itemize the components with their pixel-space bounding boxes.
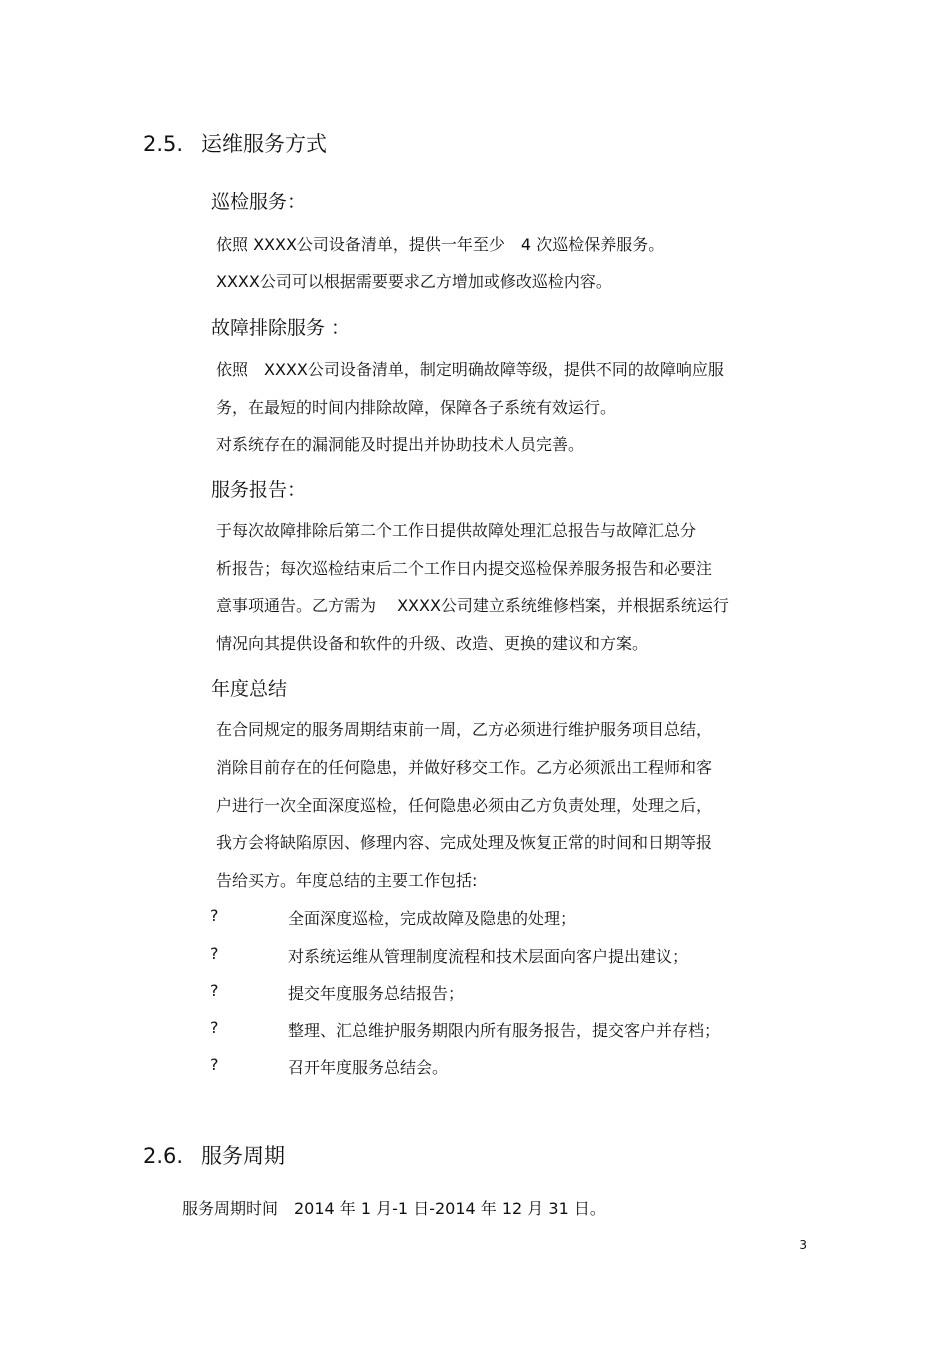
annual-heading: 年度总结 <box>211 678 288 700</box>
inspection-line-2: XXXX公司可以根据需要要求乙方增加或修改巡检内容。 <box>216 272 612 291</box>
section-heading-2-6 <box>143 1140 285 1170</box>
bullet-item-2: 对系统运维从管理制度流程和技术层面向客户提出建议； <box>288 947 689 966</box>
annual-line-4: 我方会将缺陷原因、修理内容、完成处理及恢复正常的时间和日期等报 <box>216 833 713 852</box>
annual-line-2: 消除目前存在的任何隐患，并做好移交工作。乙方必须派出工程师和客 <box>216 758 713 777</box>
troubleshooting-line-2: 务，在最短的时间内排除故障，保障各子系统有效运行。 <box>216 398 617 417</box>
troubleshooting-line-1: 依照 XXXX公司设备清单，制定明确故障等级，提供不同的故障响应服 <box>216 360 724 379</box>
report-line-2: 析报告；每次巡检结束后二个工作日内提交巡检保养服务报告和必要注 <box>216 559 713 578</box>
section-number: 2.5. <box>143 132 184 156</box>
annual-line-3: 户进行一次全面深度巡检，任何隐患必须由乙方负责处理，处理之后， <box>216 796 713 815</box>
section-heading-2-5 <box>143 128 327 158</box>
period-text: 服务周期时间 2014 年 1 月-1 日-2014 年 12 月 31 日。 <box>182 1199 606 1218</box>
bullet-marker: ? <box>210 1018 219 1037</box>
section-title: 服务周期 <box>201 1144 285 1168</box>
bullet-item-4: 整理、汇总维护服务期限内所有服务报告，提交客户并存档； <box>288 1021 721 1040</box>
section-title: 运维服务方式 <box>201 132 327 156</box>
report-line-3: 意事项通告。乙方需为 XXXX公司建立系统维修档案，并根据系统运行 <box>216 596 729 615</box>
bullet-marker: ? <box>210 981 219 1000</box>
bullet-item-3: 提交年度服务总结报告； <box>288 984 465 1003</box>
inspection-heading: 巡检服务： <box>211 191 307 213</box>
report-line-4: 情况向其提供设备和软件的升级、改造、更换的建议和方案。 <box>216 634 649 653</box>
bullet-marker: ? <box>210 944 219 963</box>
annual-line-1: 在合同规定的服务周期结束前一周，乙方必须进行维护服务项目总结， <box>216 720 713 739</box>
troubleshooting-heading: 故障排除服务 ： <box>211 317 351 339</box>
troubleshooting-line-3: 对系统存在的漏洞能及时提出并协助技术人员完善。 <box>216 435 585 454</box>
section-number: 2.6. <box>143 1144 184 1168</box>
page-number: 3 <box>799 1238 807 1252</box>
annual-line-5: 告给买方。年度总结的主要工作包括: <box>216 871 478 890</box>
bullet-marker: ? <box>210 1055 219 1074</box>
bullet-marker: ? <box>210 906 219 925</box>
inspection-line-1: 依照 XXXX公司设备清单，提供一年至少 4 次巡检保养服务。 <box>216 235 665 254</box>
report-line-1: 于每次故障排除后第二个工作日提供故障处理汇总报告与故障汇总分 <box>216 521 697 540</box>
bullet-item-5: 召开年度服务总结会。 <box>288 1058 449 1077</box>
report-heading: 服务报告： <box>211 479 307 501</box>
bullet-item-1: 全面深度巡检，完成故障及隐患的处理； <box>288 909 577 928</box>
